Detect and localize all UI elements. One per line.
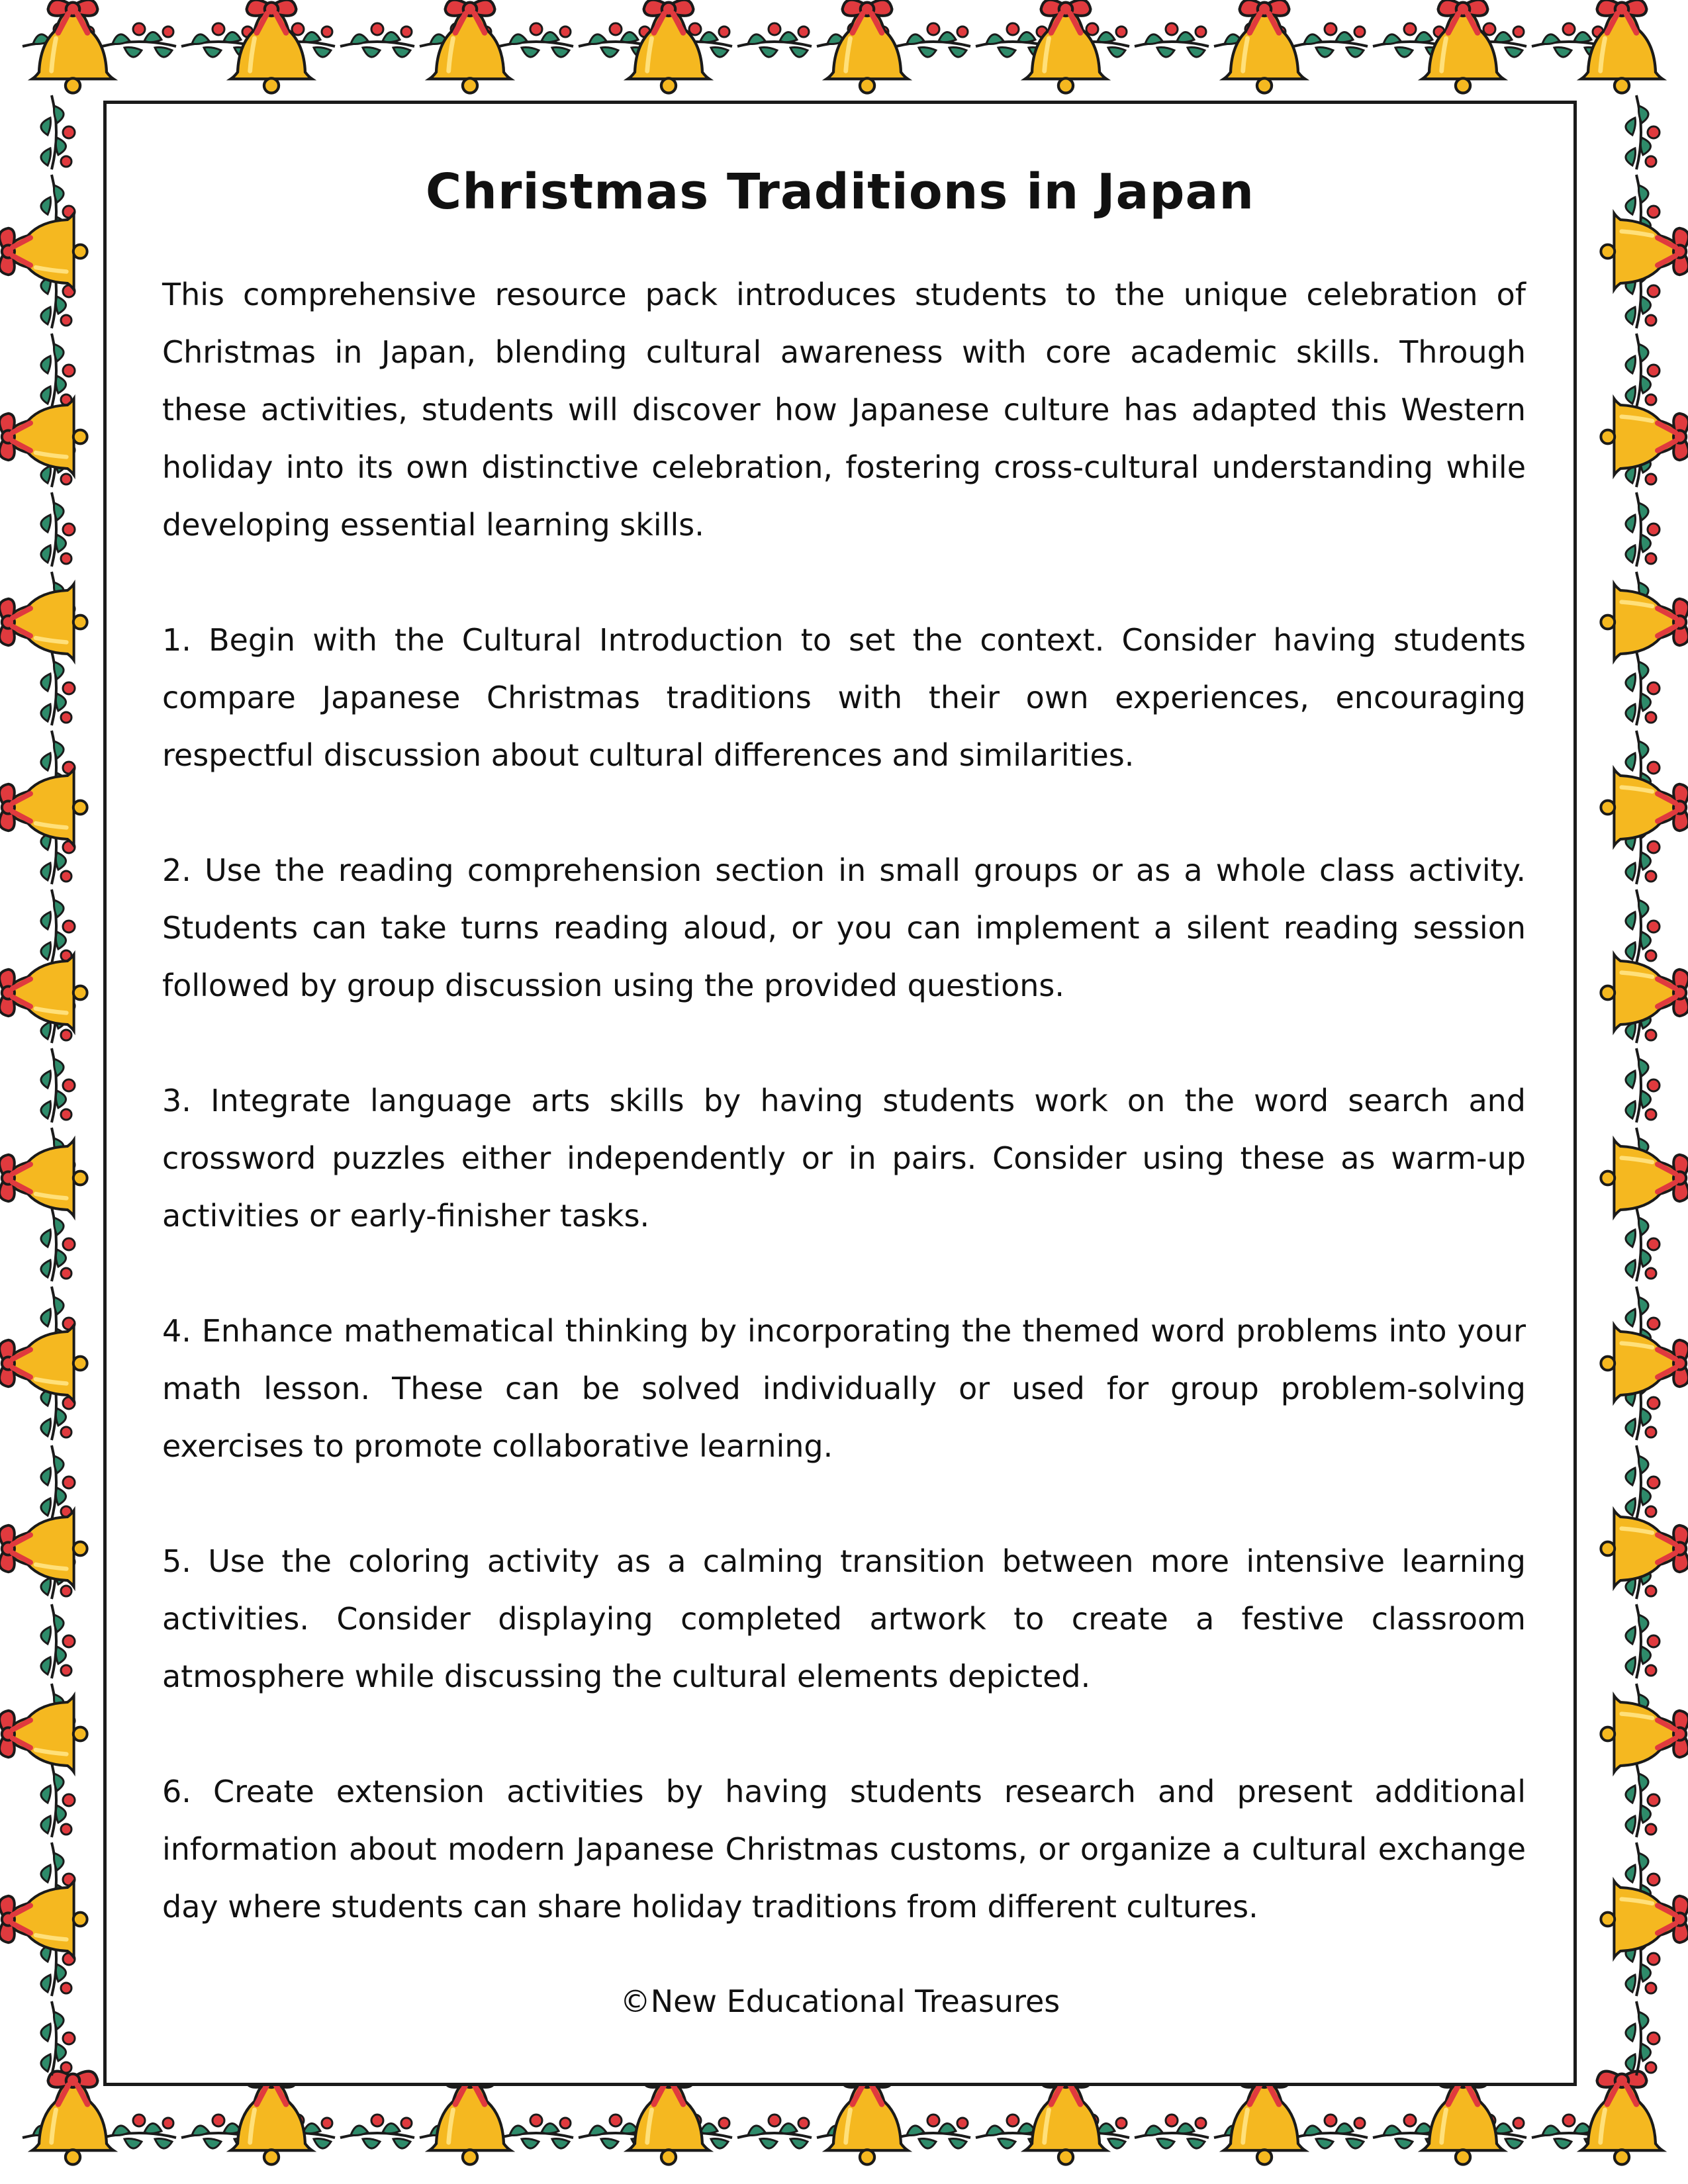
holly-vine-icon	[41, 889, 75, 964]
step-1: 1. Begin with the Cultural Introduction to set the context. Consider having students compare Japanese Christmas traditions with their own experiences, encouraging respectful discussion about cultural differences and similarities.	[162, 622, 1526, 773]
bell-icon	[1601, 1510, 1688, 1586]
bell-icon	[0, 1140, 87, 1216]
bell-icon	[827, 0, 908, 93]
bell-icon	[1581, 0, 1662, 93]
copyright-footer: ©New Educational Treasures	[620, 1983, 1060, 2019]
holly-vine-icon	[41, 1445, 75, 1520]
bell-icon	[430, 0, 510, 93]
holly-vine-icon	[340, 23, 414, 57]
intro-paragraph: This comprehensive resource pack introduces students to the unique celebration of Christmas in Japan, blending cultural awareness with core academic skills. Through these activities, students will discover how Japanese culture has adapted this Western holiday into its own distinctive celebration, fostering cross-cultural understanding while developing essential learning skills.	[162, 277, 1526, 543]
holly-vine-icon	[1626, 1207, 1660, 1281]
bell-icon	[1601, 954, 1688, 1030]
bell-icon	[1601, 769, 1688, 845]
holly-vine-icon	[737, 23, 812, 57]
bell-icon	[32, 2071, 113, 2165]
holly-vine-icon	[102, 23, 176, 57]
holly-vine-icon	[499, 23, 573, 57]
holly-vine-icon	[1626, 95, 1660, 169]
holly-vine-icon	[1626, 1763, 1660, 1837]
bell-icon	[0, 213, 87, 289]
bell-icon	[1601, 584, 1688, 660]
holly-vine-icon	[737, 2115, 812, 2148]
body-text	[162, 266, 1526, 1993]
holly-vine-icon	[41, 492, 75, 567]
holly-vine-icon	[1135, 23, 1209, 57]
bell-icon	[1601, 1325, 1688, 1401]
holly-vine-icon	[1626, 1048, 1660, 1122]
bell-icon	[1601, 1140, 1688, 1216]
step-2: 2. Use the reading comprehension section in small groups or as a whole class activity. Students can take turns reading aloud, or you can implement a silent reading session followed by group discussion using the provided questions.	[162, 852, 1526, 1003]
holly-vine-icon	[41, 2001, 75, 2075]
bell-icon	[628, 0, 709, 93]
bell-icon	[0, 954, 87, 1030]
holly-vine-icon	[1626, 2001, 1660, 2075]
page-title: Christmas Traditions in Japan	[425, 163, 1255, 220]
holly-vine-icon	[1626, 492, 1660, 567]
step-6: 6. Create extension activities by having students research and present additional information about modern Japanese Christmas customs, or organize a cultural exchange day where students can share holiday traditions from different cultures.	[162, 1774, 1526, 1925]
bell-icon	[1581, 2071, 1662, 2165]
bell-icon	[0, 769, 87, 845]
holly-vine-icon	[1626, 889, 1660, 964]
bell-icon	[231, 0, 312, 93]
holly-vine-icon	[499, 2115, 573, 2148]
holly-vine-icon	[41, 651, 75, 725]
bell-icon	[0, 1881, 87, 1957]
holly-vine-icon	[102, 2115, 176, 2148]
bell-icon	[0, 1510, 87, 1586]
holly-vine-icon	[41, 1048, 75, 1122]
bell-icon	[1423, 0, 1503, 93]
bell-icon	[32, 0, 113, 93]
content-panel	[103, 101, 1577, 2086]
holly-vine-icon	[896, 2115, 970, 2148]
bell-icon	[1601, 1881, 1688, 1957]
step-5: 5. Use the coloring activity as a calming transition between more intensive learning activities. Consider displaying completed artwork to create a festive classroom atmosphere while discussing the cultural elements depicted.	[162, 1543, 1526, 1694]
holly-vine-icon	[41, 1207, 75, 1281]
holly-vine-icon	[41, 1604, 75, 1678]
holly-vine-icon	[1626, 334, 1660, 408]
bell-icon	[0, 584, 87, 660]
holly-vine-icon	[1293, 2115, 1368, 2148]
bell-icon	[0, 1325, 87, 1401]
step-4: 4. Enhance mathematical thinking by incorporating the themed word problems into your math lesson. These can be solved individually or used for group problem-solving exercises to promote collaborative learning.	[162, 1313, 1526, 1464]
holly-vine-icon	[1626, 1604, 1660, 1678]
bell-icon	[1601, 213, 1688, 289]
bell-icon	[1224, 0, 1305, 93]
holly-vine-icon	[340, 2115, 414, 2148]
holly-vine-icon	[41, 334, 75, 408]
holly-vine-icon	[1626, 651, 1660, 725]
step-3: 3. Integrate language arts skills by having students work on the word search and crossword puzzles either independently or in pairs. Consider using these as warm-up activities or early-finisher tasks.	[162, 1083, 1526, 1234]
holly-vine-icon	[1626, 1445, 1660, 1520]
bell-icon	[1601, 398, 1688, 475]
holly-vine-icon	[1293, 23, 1368, 57]
bell-icon	[0, 398, 87, 475]
bell-icon	[1025, 0, 1106, 93]
holly-vine-icon	[41, 1763, 75, 1837]
bell-icon	[0, 1696, 87, 1772]
bell-icon	[1601, 1696, 1688, 1772]
holly-vine-icon	[41, 95, 75, 169]
holly-vine-icon	[896, 23, 970, 57]
holly-vine-icon	[1135, 2115, 1209, 2148]
